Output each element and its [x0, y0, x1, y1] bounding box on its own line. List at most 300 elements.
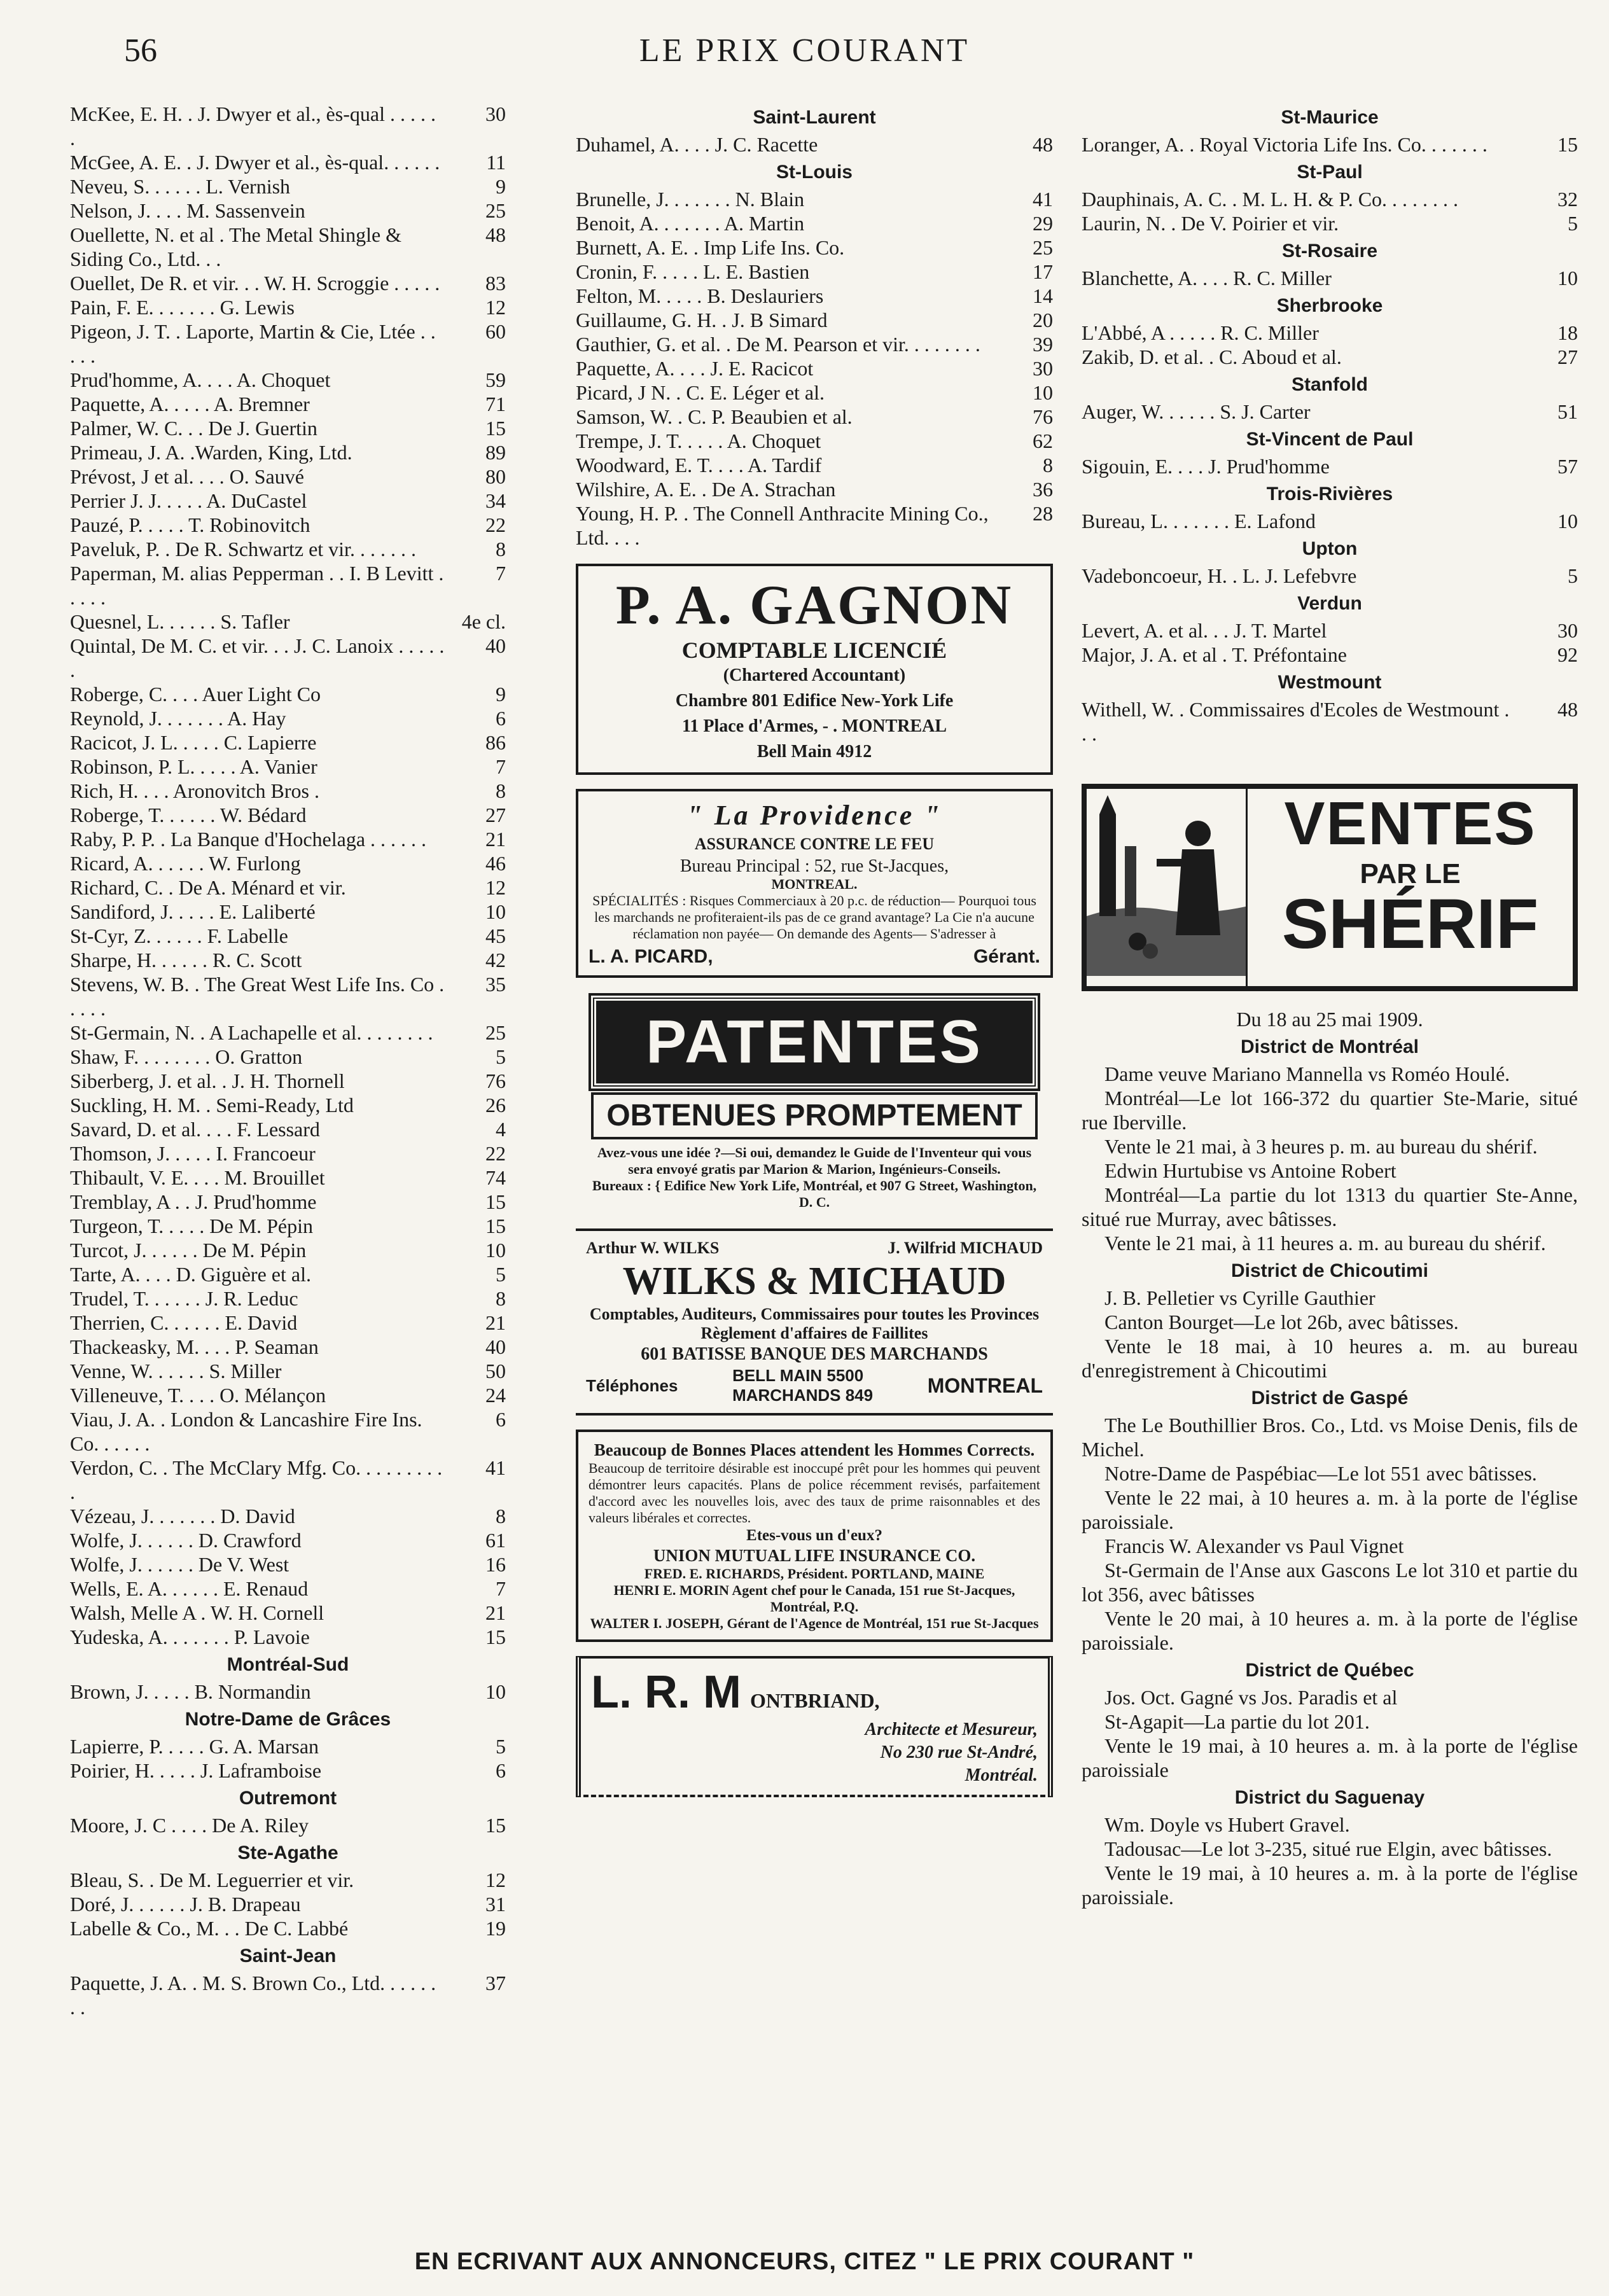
entry-number: 25 [1033, 236, 1053, 259]
entry-text: Ouellet, De R. et vir. . . W. H. Scroggie . . . . . [70, 272, 440, 295]
providence-line2: MONTREAL. [771, 876, 858, 892]
wilks-tel2: MARCHANDS 849 [732, 1386, 874, 1405]
entry-number: 83 [485, 272, 506, 295]
providence-foot-right: Gérant. [973, 946, 1040, 967]
entry-text: Bureau, L. . . . . . . E. Lafond [1082, 510, 1316, 532]
right-entry [1082, 211, 1578, 235]
entry-number: 48 [485, 223, 506, 246]
left-entry [70, 1383, 506, 1407]
entry-text: Levert, A. et al. . . J. T. Martel [1082, 619, 1327, 642]
entry-text: Thackeasky, M. . . . P. Seaman [70, 1335, 319, 1358]
entry-number: 17 [1033, 260, 1053, 283]
left-entry [70, 1165, 506, 1190]
left-entry [70, 561, 506, 609]
entry-text: Picard, J N. . C. E. Léger et al. [576, 381, 825, 404]
entry-text: Tremblay, A . . J. Prud'homme [70, 1190, 317, 1213]
gagnon-line2: 11 Place d'Armes, - . MONTREAL [681, 716, 947, 736]
entry-text: McGee, A. E. . J. Dwyer et al., ès-qual. . . . . . [70, 151, 440, 174]
right-entries [1082, 107, 1578, 746]
entry-text: Burnett, A. E. . Imp Life Ins. Co. [576, 236, 845, 259]
page-footer: EN ECRIVANT AUX ANNONCEURS, CITEZ " LE PRIX COURANT " [414, 2248, 1195, 2275]
entry-number: 10 [485, 1239, 506, 1262]
left-entry [70, 706, 506, 730]
entry-text: Bleau, S. . De M. Leguerrier et vir. [70, 1868, 354, 1891]
left-entry [70, 1141, 506, 1165]
montbriand-initials: L. R. M [591, 1667, 741, 1718]
middle-entry [576, 405, 1053, 429]
entry-number: 21 [485, 828, 506, 851]
entry-number: 76 [485, 1069, 506, 1092]
wilks-name-right: J. Wilfrid MICHAUD [888, 1239, 1043, 1257]
wilks-tel1: BELL MAIN 5500 [732, 1366, 864, 1385]
middle-entry [576, 211, 1053, 235]
sherif-paragraph: Dame veuve Mariano Mannella vs Roméo Houlé. [1104, 1062, 1510, 1085]
left-entry [70, 1576, 506, 1601]
entry-text: Auger, W. . . . . . S. J. Carter [1082, 400, 1311, 423]
sherif-section-heading: District de Québec [1245, 1660, 1414, 1681]
sherif-paragraph: J. B. Pelletier vs Cyrille Gauthier [1104, 1286, 1376, 1309]
sherif-paragraph: Montréal—Le lot 166-372 du quartier Ste-Marie, situé rue Iberville. [1082, 1087, 1578, 1134]
entry-number: 22 [485, 1142, 506, 1165]
entry-text: Therrien, C. . . . . . E. David [70, 1311, 298, 1334]
right-entry [1082, 643, 1578, 667]
entry-number: 80 [485, 465, 506, 488]
entry-number: 34 [485, 489, 506, 512]
patentes-line2: Bureaux : { Edifice New York Life, Montréal, et 907 G Street, Washington, D. C. [592, 1178, 1037, 1210]
ventes-sherif-word: SHÉRIF [1281, 885, 1539, 963]
sherif-section-heading: District de Chicoutimi [1230, 1260, 1429, 1281]
entry-number: 5 [496, 1263, 506, 1286]
wilks-line2: Règlement d'affaires de Faillites [700, 1324, 928, 1342]
entry-number: 5 [1568, 564, 1578, 587]
union-line3: WALTER I. JOSEPH, Gérant de l'Agence de Montréal, 151 rue St-Jacques [590, 1615, 1039, 1631]
entry-number: 15 [485, 1814, 506, 1837]
sherif-paragraph: Canton Bourget—Le lot 26b, avec bâtisses. [1104, 1311, 1459, 1333]
entry-number: 7 [496, 1577, 506, 1600]
entry-text: Walsh, Melle A . W. H. Cornell [70, 1601, 324, 1624]
left-entry [70, 368, 506, 392]
entry-text: Ricard, A. . . . . . W. Furlong [70, 852, 301, 875]
entry-text: Roberge, C. . . . Auer Light Co [70, 683, 321, 706]
sherif-paragraph: Jos. Oct. Gagné vs Jos. Paradis et al [1104, 1686, 1398, 1709]
entry-number: 50 [485, 1360, 506, 1382]
left-entry [70, 489, 506, 513]
entry-text: Villeneuve, T. . . . O. Mélançon [70, 1384, 326, 1407]
entry-number: 39 [1033, 333, 1053, 356]
entry-text: Wells, E. A. . . . . . E. Renaud [70, 1577, 309, 1600]
right-entry [1082, 187, 1578, 211]
entry-number: 86 [485, 731, 506, 754]
union-line1: FRED. E. RICHARDS, Président. PORTLAND, MAINE [644, 1566, 985, 1582]
sherif-paragraph: Vente le 20 mai, à 10 heures a. m. à la porte de l'église paroissiale. [1082, 1607, 1578, 1654]
entry-number: 15 [1557, 133, 1578, 156]
middle-entry [576, 501, 1053, 550]
entry-number: 42 [485, 949, 506, 971]
entry-number: 8 [496, 779, 506, 802]
right-section-heading: Verdun [1297, 593, 1362, 614]
entry-text: Ouellette, N. et al . The Metal Shingle & Siding Co., Ltd. . . [70, 223, 402, 270]
right-entry [1082, 400, 1578, 424]
left-entry [70, 1601, 506, 1625]
entry-text: Woodward, E. T. . . . A. Tardif [576, 454, 822, 477]
entry-text: Pigeon, J. T. . Laporte, Martin & Cie, Ltée . . . . . [70, 320, 436, 367]
left-entry [70, 319, 506, 368]
right-section-heading: Trois-Rivières [1266, 484, 1393, 504]
entry-number: 40 [485, 1335, 506, 1358]
entry-text: Major, J. A. et al . T. Préfontaine [1082, 643, 1347, 666]
right-entry [1082, 509, 1578, 533]
left-entry [70, 537, 506, 561]
entry-text: Guillaume, G. H. . J. B Simard [576, 309, 828, 331]
entry-text: Poirier, H. . . . . J. Laframboise [70, 1759, 322, 1782]
right-entry [1082, 697, 1578, 746]
entry-text: Dauphinais, A. C. . M. L. H. & P. Co. . . . . . . . [1082, 188, 1459, 211]
entry-number: 19 [485, 1917, 506, 1940]
entry-text: Trempe, J. T. . . . . A. Choquet [576, 429, 821, 452]
providence-title: " La Providence " [686, 800, 942, 831]
entry-number: 12 [485, 296, 506, 319]
entry-text: Paquette, J. A. . M. S. Brown Co., Ltd. . . . . . . . [70, 1972, 436, 2019]
middle-entry [576, 132, 1053, 157]
left-entry [70, 1069, 506, 1093]
entry-number: 28 [1033, 502, 1053, 525]
entry-number: 26 [485, 1094, 506, 1117]
gagnon-sub: (Chartered Accountant) [723, 665, 906, 685]
entry-number: 4 [496, 1118, 506, 1141]
entry-text: Labelle & Co., M. . . De C. Labbé [70, 1917, 349, 1940]
entry-text: Thomson, J. . . . . I. Francoeur [70, 1142, 316, 1165]
entry-number: 76 [1033, 405, 1053, 428]
left-entry [70, 609, 506, 634]
entry-text: Wolfe, J. . . . . . D. Crawford [70, 1529, 302, 1552]
sherif-section-heading: District de Gaspé [1251, 1388, 1409, 1409]
entry-number: 25 [485, 199, 506, 222]
entry-number: 45 [485, 924, 506, 947]
wilks-title: WILKS & MICHAUD [622, 1260, 1006, 1303]
entry-number: 14 [1033, 284, 1053, 307]
left-entry [70, 1625, 506, 1649]
sherif-blocks [1082, 1036, 1578, 1909]
providence-body: SPÉCIALITÉS : Risques Commerciaux à 20 p.c. de réduction— Pourquoi tous les marchands ne profiteraient-ils pas de ce grand avantage? La Cie n'a aucune réclamation non payée— On demande des Agents— S'adresser à [592, 893, 1036, 942]
entry-text: Venne, W. . . . . . S. Miller [70, 1360, 282, 1382]
entry-number: 61 [485, 1529, 506, 1552]
entry-number: 5 [496, 1735, 506, 1758]
entry-text: Siberberg, J. et al. . J. H. Thornell [70, 1069, 345, 1092]
entry-text: Turcot, J. . . . . . De M. Pépin [70, 1239, 307, 1262]
left-entry [70, 150, 506, 174]
patentes-line1: Avez-vous une idée ?—Si oui, demandez le Guide de l'Inventeur qui vous sera envoyé gratis par Marion & Marion, Ingénieurs-Conseils. [597, 1145, 1032, 1177]
montbriand-name: ONTBRIAND, [749, 1689, 880, 1712]
wilks-names [586, 1239, 1043, 1258]
right-section-heading: Sherbrooke [1276, 295, 1383, 316]
entry-number: 21 [485, 1311, 506, 1334]
entry-text: Quintal, De M. C. et vir. . . J. C. Lanoix . . . . . . [70, 634, 445, 681]
entry-number: 25 [485, 1021, 506, 1044]
left-entry [70, 682, 506, 706]
middle-entry [576, 453, 1053, 477]
left-entry [70, 1971, 506, 2019]
entry-text: Withell, W. . Commissaires d'Ecoles de Westmount . . . [1082, 698, 1510, 745]
entry-text: Loranger, A. . Royal Victoria Life Ins. Co. . . . . . . [1082, 133, 1487, 156]
providence-footer [589, 946, 1040, 968]
left-entry [70, 1214, 506, 1238]
patentes-title: PATENTES [591, 996, 1038, 1089]
entry-text: Trudel, T. . . . . . J. R. Leduc [70, 1287, 298, 1310]
left-entry [70, 464, 506, 489]
middle-section-heading: St-Louis [776, 162, 853, 183]
entry-text: Stevens, W. B. . The Great West Life Ins. Co . . . . . [70, 973, 445, 1020]
entry-text: Savard, D. et al. . . . F. Lessard [70, 1118, 320, 1141]
entry-number: 10 [1557, 267, 1578, 289]
left-section-heading: Outremont [239, 1788, 337, 1809]
entry-text: Pauzé, P. . . . . T. Robinovitch [70, 513, 310, 536]
entry-text: Paveluk, P. . De R. Schwartz et vir. . . . . . . [70, 538, 416, 560]
entry-text: Thibault, V. E. . . . M. Brouillet [70, 1166, 325, 1189]
entry-number: 10 [485, 1680, 506, 1703]
entry-number: 16 [485, 1553, 506, 1576]
entry-text: Prud'homme, A. . . . A. Choquet [70, 368, 331, 391]
middle-entry [576, 284, 1053, 308]
right-section-heading: Stanfold [1292, 374, 1368, 395]
entry-text: Primeau, J. A. .Warden, King, Ltd. [70, 441, 352, 464]
entry-text: Roberge, T. . . . . . W. Bédard [70, 804, 307, 826]
entry-text: Young, H. P. . The Connell Anthracite Mining Co., Ltd. . . . [576, 502, 989, 549]
entry-text: Doré, J. . . . . . J. B. Drapeau [70, 1893, 301, 1916]
entry-number: 8 [496, 1287, 506, 1310]
entry-number: 30 [1033, 357, 1053, 380]
right-section-heading: St-Maurice [1281, 107, 1379, 128]
left-entry [70, 1504, 506, 1528]
entry-number: 5 [1568, 212, 1578, 235]
entry-text: Prévost, J et al. . . . O. Sauvé [70, 465, 304, 488]
entry-number: 7 [496, 562, 506, 585]
middle-section-heading: Saint-Laurent [753, 107, 876, 128]
entry-number: 60 [485, 320, 506, 343]
patentes-ad [576, 992, 1053, 1214]
right-entry [1082, 564, 1578, 588]
entry-text: Zakib, D. et al. . C. Aboud et al. [1082, 345, 1342, 368]
gagnon-name: P. A. GAGNON [615, 574, 1013, 636]
middle-entry [576, 429, 1053, 453]
entry-number: 8 [496, 1505, 506, 1527]
entry-text: St-Germain, N. . A Lachapelle et al. . . . . . . . [70, 1021, 433, 1044]
entry-number: 30 [485, 102, 506, 125]
sherif-paragraph: Vente le 21 mai, à 3 heures p. m. au bureau du shérif. [1104, 1135, 1538, 1158]
sherif-paragraph: Montréal—La partie du lot 1313 du quartier Ste-Anne, situé rue Murray, avec bâtisses. [1082, 1183, 1578, 1230]
entry-number: 35 [485, 973, 506, 996]
entry-number: 20 [1033, 309, 1053, 331]
ventes-word: VENTES [1284, 790, 1536, 858]
entry-number: 6 [496, 1759, 506, 1782]
left-entry [70, 924, 506, 948]
entry-number: 15 [485, 1190, 506, 1213]
entry-number: 15 [485, 1214, 506, 1237]
entry-number: 89 [485, 441, 506, 464]
entry-text: Reynold, J. . . . . . . A. Hay [70, 707, 286, 730]
entry-number: 7 [496, 755, 506, 778]
entry-text: Yudeska, A. . . . . . . P. Lavoie [70, 1625, 310, 1648]
montbriand-ad [576, 1656, 1053, 1797]
entry-text: Blanchette, A. . . . R. C. Miller [1082, 267, 1332, 289]
left-entry [70, 1680, 506, 1704]
entry-text: Moore, J. C . . . . De A. Riley [70, 1814, 309, 1837]
entry-text: Sandiford, J. . . . . E. Laliberté [70, 900, 316, 923]
entry-text: Samson, W. . C. P. Beaubien et al. [576, 405, 853, 428]
entry-number: 62 [1033, 429, 1053, 452]
wilks-line1: Comptables, Auditeurs, Commissaires pour toutes les Provinces [589, 1305, 1040, 1323]
entry-text: Paperman, M. alias Pepperman . . I. B Levitt . . . . . [70, 562, 444, 609]
montbriand-line3: Montréal. [965, 1765, 1038, 1785]
providence-sub: ASSURANCE CONTRE LE FEU [694, 835, 935, 853]
gagnon-ad [576, 564, 1053, 775]
entry-number: 15 [485, 417, 506, 440]
left-entry [70, 416, 506, 440]
entry-text: Vadeboncoeur, H. . L. J. Lefebvre [1082, 564, 1357, 587]
sherif-paragraph: Vente le 21 mai, à 11 heures a. m. au bureau du shérif. [1104, 1232, 1546, 1255]
entry-text: Rich, H. . . . Aronovitch Bros . [70, 779, 319, 802]
entry-text: Paquette, A. . . . J. E. Racicot [576, 357, 814, 380]
wilks-tel-label: Téléphones [586, 1375, 678, 1395]
left-section-heading: Saint-Jean [239, 1945, 337, 1966]
right-entry [1082, 618, 1578, 643]
left-entry [70, 1262, 506, 1286]
gagnon-title: COMPTABLE LICENCIÉ [681, 637, 947, 663]
entry-number: 6 [496, 707, 506, 730]
entry-text: Pain, F. E. . . . . . . G. Lewis [70, 296, 295, 319]
entry-number: 74 [485, 1166, 506, 1189]
middle-entries [576, 107, 1053, 550]
right-entry [1082, 454, 1578, 478]
entry-number: 27 [485, 804, 506, 826]
entry-number: 8 [496, 538, 506, 560]
entry-number: 31 [485, 1893, 506, 1916]
left-entry [70, 271, 506, 295]
entry-text: Viau, J. A. . London & Lancashire Fire Ins. Co. . . . . . [70, 1408, 422, 1455]
left-entry [70, 1868, 506, 1892]
sherif-paragraph: Vente le 19 mai, à 10 heures a. m. à la porte de l'église paroissiale [1082, 1734, 1578, 1781]
left-entry [70, 392, 506, 416]
left-entry [70, 1734, 506, 1758]
left-entry [70, 827, 506, 851]
entry-text: Vézeau, J. . . . . . . D. David [70, 1505, 295, 1527]
entry-number: 41 [485, 1456, 506, 1479]
ventes-text [1248, 789, 1573, 986]
entry-number: 10 [1557, 510, 1578, 532]
entry-number: 48 [1557, 698, 1578, 721]
entry-text: Wolfe, J. . . . . . De V. West [70, 1553, 289, 1576]
entry-number: 32 [1557, 188, 1578, 211]
sherif-paragraph: Edwin Hurtubise vs Antoine Robert [1104, 1159, 1397, 1182]
entry-text: Wilshire, A. E. . De A. Strachan [576, 478, 836, 501]
montbriand-top [591, 1666, 1038, 1718]
left-entry [70, 755, 506, 779]
sherif-paragraph: Vente le 19 mai, à 10 heures a. m. à la porte de l'église paroissiale. [1082, 1861, 1578, 1909]
sherif-paragraph: Tadousac—Le lot 3-235, situé rue Elgin, avec bâtisses. [1104, 1837, 1552, 1860]
left-entry [70, 1916, 506, 1940]
right-entry [1082, 321, 1578, 345]
journal-title: LE PRIX COURANT [639, 32, 970, 69]
entry-text: Cronin, F. . . . . L. E. Bastien [576, 260, 810, 283]
left-entry [70, 803, 506, 827]
providence-foot-left: L. A. PICARD, [589, 946, 713, 967]
entry-number: 5 [496, 1045, 506, 1068]
left-entry [70, 1093, 506, 1117]
middle-entry [576, 380, 1053, 405]
left-entry [70, 1758, 506, 1783]
page-header [0, 25, 1609, 83]
entry-text: Sharpe, H. . . . . . R. C. Scott [70, 949, 302, 971]
wilks-footer [586, 1366, 1043, 1405]
sherif-paragraph: Wm. Doyle vs Hubert Gravel. [1104, 1813, 1350, 1836]
entry-number: 24 [485, 1384, 506, 1407]
middle-column [576, 102, 1053, 2226]
right-section-heading: Westmount [1278, 672, 1382, 693]
entry-text: Tarte, A. . . . D. Giguère et al. [70, 1263, 311, 1286]
entry-number: 92 [1557, 643, 1578, 666]
left-entry [70, 1813, 506, 1837]
middle-entry [576, 477, 1053, 501]
left-entry [70, 440, 506, 464]
middle-entry [576, 260, 1053, 284]
left-entry [70, 1407, 506, 1456]
sherif-paragraph: Notre-Dame de Paspébiac—Le lot 551 avec bâtisses. [1104, 1462, 1537, 1485]
right-column [1082, 102, 1578, 2226]
union-line2: HENRI E. MORIN Agent chef pour le Canada, 151 rue St-Jacques, Montréal, P.Q. [613, 1582, 1015, 1615]
entry-number: 57 [1557, 455, 1578, 478]
left-section-heading: Ste-Agathe [237, 1842, 338, 1863]
entry-number: 37 [485, 1972, 506, 1994]
wilks-line3: 601 BATISSE BANQUE DES MARCHANDS [641, 1344, 988, 1364]
entry-number: 41 [1033, 188, 1053, 211]
entry-text: Neveu, S. . . . . . L. Vernish [70, 175, 291, 198]
union-body: Beaucoup de territoire désirable est inoccupé prêt pour les hommes qui peuvent démontrer leurs capacités. Plans de police récemment revisés, parfaitement d'accord avec les nouvelles lois, avec des taux de prime raisonnables et des valeurs libérales et correctes. [589, 1460, 1040, 1526]
sheriff-illustration-icon [1087, 789, 1246, 976]
left-entry [70, 1359, 506, 1383]
entry-text: Laurin, N. . De V. Poirier et vir. [1082, 212, 1339, 235]
left-entry [70, 948, 506, 972]
ventes-sherif-ad [1082, 784, 1578, 991]
right-section-heading: Upton [1302, 538, 1358, 559]
left-entry [70, 851, 506, 875]
entry-text: St-Cyr, Z. . . . . . F. Labelle [70, 924, 288, 947]
sherif-section-heading: District de Montréal [1240, 1036, 1419, 1057]
entry-text: Quesnel, L. . . . . . S. Tafler [70, 610, 290, 633]
right-entry [1082, 266, 1578, 290]
entry-number: 18 [1557, 321, 1578, 344]
left-entry [70, 1190, 506, 1214]
sherif-paragraph: Vente le 18 mai, à 10 heures a. m. au bureau d'enregistrement à Chicoutimi [1082, 1335, 1578, 1382]
entry-text: Brown, J. . . . . B. Normandin [70, 1680, 311, 1703]
left-entry [70, 730, 506, 755]
entry-number: 21 [485, 1601, 506, 1624]
montbriand-line2: No 230 rue St-André, [880, 1743, 1038, 1762]
entry-text: Lapierre, P. . . . . G. A. Marsan [70, 1735, 319, 1758]
left-section-heading: Notre-Dame de Grâces [185, 1709, 391, 1730]
sherif-paragraph: The Le Bouthillier Bros. Co., Ltd. vs Moise Denis, fils de Michel. [1082, 1414, 1578, 1461]
middle-entry [576, 235, 1053, 260]
entry-number: 12 [485, 876, 506, 899]
entry-number: 29 [1033, 212, 1053, 235]
left-entry [70, 1238, 506, 1262]
entry-number: 10 [1033, 381, 1053, 404]
left-entry [70, 1456, 506, 1504]
entry-number: 8 [1043, 454, 1053, 477]
page-number: 56 [124, 32, 157, 69]
left-entry [70, 972, 506, 1020]
ventes-par-le: PAR LE [1360, 858, 1461, 889]
left-entry [70, 634, 506, 682]
entry-number: 15 [485, 1625, 506, 1648]
